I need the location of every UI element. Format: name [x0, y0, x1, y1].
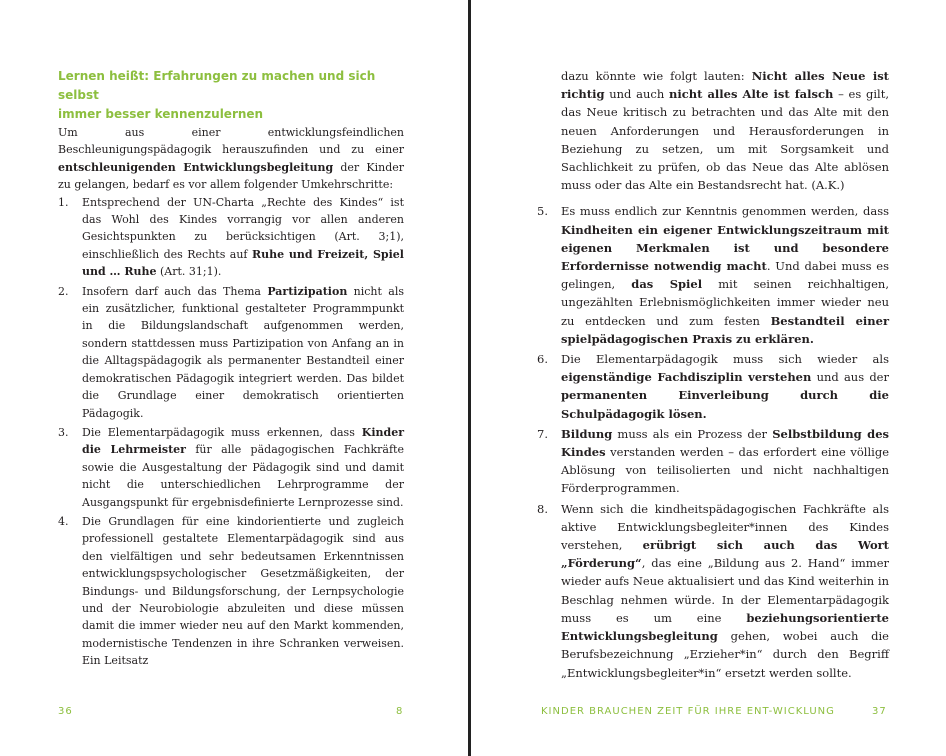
item-text: muss als ein Prozess der — [612, 426, 773, 441]
item-text-bold: permanenten Einverleibung durch die Schulpädagogik lösen. — [561, 388, 889, 421]
item-number: 3. — [58, 425, 69, 439]
numbered-list-right — [537, 202, 889, 681]
item-number: 2. — [58, 284, 69, 298]
continuation-paragraph — [537, 67, 889, 194]
item-text: Wenn sich die kindheitspädagogischen Fachkräfte als aktive Entwicklungsbegleiter*innen des Kindes verstehen, — [561, 501, 889, 553]
item-number: 1. — [58, 195, 69, 209]
item-text-bold: eigenständige Fachdisziplin verstehen — [561, 370, 812, 385]
item-text: , das eine „Bildung aus 2. Hand“ immer wieder aufs Neue aktualisiert und das Kind weiterhin in Beschlag nehmen würde. In der Elementarpädagogik muss es um eine — [561, 556, 889, 625]
right-page-content — [537, 67, 889, 682]
list-item — [537, 425, 889, 498]
cont-text: und auch — [604, 87, 669, 102]
item-text: Die Grundlagen für eine kindorientierte und zugleich professionell gestaltete Elementarpädagogik sind aus den vielfältigen und sehr bedeutsamen Erkenntnissen entwicklungspsychologischer Gesetzmäßigkeiten, der Bindungs- und Bildungsforschung, der Lernpsychologie und der Neurobiologie abzuleiten und diese müssen damit die immer wieder neu auf den Markt kommenden, modernistische Tendenzen in ihre Schranken verweisen. Ein Leitsatz — [82, 514, 404, 668]
item-text: Die Elementarpädagogik muss erkennen, dass — [82, 425, 362, 439]
left-page — [0, 0, 468, 756]
item-text: Die Elementarpädagogik muss sich wieder als — [561, 352, 889, 367]
list-item — [537, 350, 889, 423]
list-item — [58, 513, 404, 670]
item-text-bold: Partizipation — [267, 284, 348, 298]
section-heading-line-1: Lernen heißt: Erfahrungen zu machen und sich selbst — [58, 69, 376, 102]
item-text-bold: Kinder die Lehrmeister — [82, 425, 404, 457]
item-text: und aus der — [811, 370, 889, 385]
cont-text: dazu könnte wie folgt lauten: — [561, 69, 752, 83]
item-number: 6. — [537, 352, 548, 367]
intro-text-3: der Kinder zu gelangen, bedarf es vor allem folgender Umkehrschritte: — [58, 160, 405, 192]
item-text: mit seinen reichhaltigen, ungezählten Erlebnismöglichkeiten immer wieder neu zu entdecken und zum festen — [561, 277, 889, 328]
item-text: für alle pädagogischen Fachkräfte sowie die Ausgestaltung der Pädagogik sind und damit nicht die unterschiedlichen Lehrprogramme der Ausgangspunkt für ergebnisdefinierte Lernprozesse sind. — [82, 443, 404, 509]
page-number-right: 37 — [872, 706, 887, 717]
cont-text-bold: nicht alles Alte ist falsch — [668, 87, 834, 102]
item-number: 8. — [537, 501, 548, 516]
item-text: Insofern darf auch das Thema — [82, 284, 268, 298]
item-text: (Art. 31;1). — [156, 265, 222, 279]
item-text: verstanden werden – das erfordert eine völlige Ablösung von teilisolierten und nicht nachhaltigen Förderprogrammen. — [561, 445, 889, 496]
list-item — [58, 283, 404, 422]
right-page — [471, 0, 946, 756]
item-text-bold: das Spiel — [631, 277, 703, 292]
item-text-bold: Bildung — [561, 426, 613, 441]
item-text-bold: Selbstbildung des Kindes — [561, 426, 889, 460]
item-number: 7. — [537, 426, 548, 441]
chapter-number: 8 — [396, 706, 404, 717]
cont-text-bold: Nicht alles Neue ist richtig — [561, 69, 889, 102]
item-text-bold: Ruhe und Freizeit, Spiel und … Ruhe — [82, 247, 404, 279]
section-heading-line-2: immer besser kennenzulernen — [58, 107, 264, 121]
item-text: . Und dabei muss es gelingen, — [561, 259, 890, 292]
intro-text-1: Um aus einer entwicklungsfeindlichen Beschleunigungspädagogik herauszufinden und zu einer — [58, 126, 404, 157]
item-text: Es muss endlich zur Kenntnis genommen werden, dass — [561, 204, 889, 219]
item-text: gehen, wobei auch die Berufsbezeichnung „Erzieher*in“ durch den Begriff „Entwicklungsbegleiter*in“ ersetzt werden sollte. — [561, 629, 889, 680]
list-item — [58, 424, 404, 511]
list-item — [537, 202, 889, 348]
item-number: 4. — [58, 514, 69, 528]
running-title: KINDER BRAUCHEN ZEIT FÜR IHRE ENT-WICKLUNG — [541, 706, 835, 717]
section-heading — [58, 67, 404, 124]
cont-text: – es gilt, das Neue kritisch zu betrachten und das Alte mit den neuen Anforderungen und Herausforderungen in Beziehung zu setzen, um mit Sorgsamkeit und Sachlichkeit zu prüfen, ob das Neue das Alte ablösen muss oder das Alte ein Bestandsrecht hat. (A.K.) — [561, 87, 889, 193]
intro-paragraph — [58, 124, 404, 194]
list-item — [58, 194, 404, 281]
list-item — [537, 500, 889, 682]
left-page-content — [58, 67, 404, 670]
item-text-bold: Kindheiten ein eigener Entwicklungszeitraum mit eigenen Merkmalen ist und besondere Erfordernisse notwendig macht — [561, 222, 889, 274]
numbered-list-left — [58, 194, 404, 670]
item-text: nicht als ein zusätzlicher, funktional gestalteter Programmpunkt in die Bildungslandschaft aufgenommen werden, sondern stattdessen muss Partizipation von Anfang an in die Alltagspädagogik als permanenter Bestandteil einer demokratischen Pädagogik integriert werden. Das bildet die Grundlage einer demokratisch orientierten Pädagogik. — [82, 284, 405, 420]
item-text: Entsprechend der UN-Charta „Rechte des Kindes“ ist das Wohl des Kindes vorrangig vor allen anderen Gesichtspunkten zu berücksichtigen (Art. 3;1), einschließlich des Rechts auf — [82, 195, 404, 261]
item-text-bold: erübrigt sich auch das Wort „Förderung“ — [561, 538, 889, 571]
item-text-bold: beziehungsorientierte Entwicklungsbegleitung — [561, 610, 889, 644]
intro-text-2: entschleunigenden Entwicklungsbegleitung — [58, 160, 334, 174]
item-number: 5. — [537, 204, 548, 219]
item-text-bold: Bestandteil einer spielpädagogischen Praxis zu erklären. — [561, 313, 889, 346]
page-number-left: 36 — [58, 706, 73, 717]
